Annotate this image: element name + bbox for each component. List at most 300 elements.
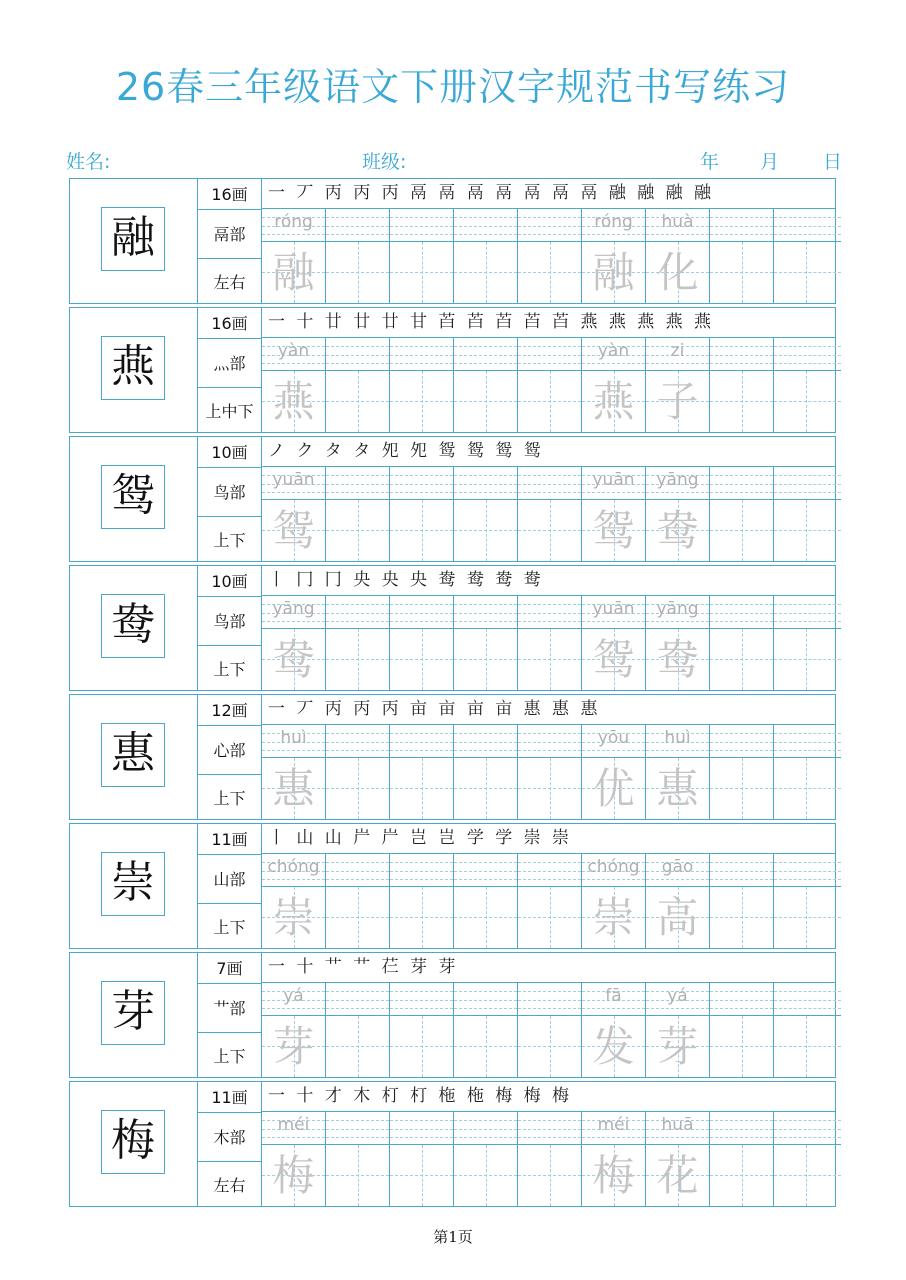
guide-line <box>774 879 841 880</box>
guide-line <box>326 862 389 863</box>
structure: 左右 <box>213 1176 246 1195</box>
guide-line <box>710 226 773 227</box>
tian-grid <box>646 500 709 561</box>
guide-line <box>582 879 645 880</box>
pinyin-lines <box>646 596 709 629</box>
writing-cell[interactable] <box>518 596 582 690</box>
tian-grid <box>454 629 517 690</box>
pinyin-lines <box>390 209 453 242</box>
trace-pinyin: yàn <box>277 341 310 361</box>
pinyin-lines <box>582 983 645 1016</box>
trace-character: 化 <box>656 248 699 297</box>
character-info-column <box>198 566 262 690</box>
main-character-column <box>70 824 198 948</box>
guide-line <box>710 879 773 880</box>
writing-cell[interactable] <box>262 596 326 690</box>
guide-line <box>774 917 841 918</box>
guide-line <box>518 1137 581 1138</box>
day-label: 日 <box>823 151 843 173</box>
writing-cell[interactable] <box>710 1112 774 1206</box>
guide-line <box>582 363 645 364</box>
guide-line <box>326 484 389 485</box>
guide-line <box>774 1046 841 1047</box>
guide-line <box>646 750 709 751</box>
writing-cell[interactable] <box>454 1112 518 1206</box>
pinyin-lines <box>774 596 841 629</box>
writing-cell[interactable] <box>390 209 454 303</box>
guide-line <box>262 492 325 493</box>
tian-grid <box>454 371 517 432</box>
writing-cell[interactable] <box>774 209 841 303</box>
character-info-column <box>198 824 262 948</box>
guide-line <box>390 234 453 235</box>
guide-line <box>710 991 773 992</box>
tian-grid <box>326 500 389 561</box>
guide-line <box>326 1000 389 1001</box>
writing-cell[interactable] <box>582 725 646 819</box>
tian-grid <box>390 1016 453 1077</box>
guide-line <box>262 1008 325 1009</box>
writing-cell[interactable] <box>774 854 841 948</box>
writing-cell[interactable] <box>454 983 518 1077</box>
divider <box>198 983 261 984</box>
trace-pinyin: chóng <box>267 857 320 877</box>
writing-cell[interactable] <box>774 467 841 561</box>
writing-cell[interactable] <box>646 983 710 1077</box>
pinyin-lines <box>326 983 389 1016</box>
writing-cell[interactable] <box>262 1112 326 1206</box>
guide-line <box>710 733 773 734</box>
writing-cell[interactable] <box>710 209 774 303</box>
guide-line <box>518 991 581 992</box>
guide-line <box>646 879 709 880</box>
structure: 上下 <box>213 1047 246 1066</box>
guide-line <box>710 1008 773 1009</box>
writing-grid <box>262 1112 835 1206</box>
writing-cell[interactable] <box>710 983 774 1077</box>
writing-cell[interactable] <box>646 725 710 819</box>
guide-line <box>774 530 841 531</box>
trace-character: 鸳 <box>592 635 635 684</box>
guide-line <box>774 226 841 227</box>
tian-grid <box>646 629 709 690</box>
pinyin-lines <box>454 1112 517 1145</box>
tian-grid <box>326 1145 389 1206</box>
structure: 上下 <box>213 531 246 550</box>
guide-line <box>486 1145 487 1206</box>
tian-grid <box>454 758 517 819</box>
trace-pinyin: róng <box>274 212 313 232</box>
tian-grid <box>390 371 453 432</box>
tian-grid <box>710 500 773 561</box>
tian-grid <box>326 887 389 948</box>
trace-pinyin: fā <box>605 986 622 1006</box>
main-character: 燕 <box>101 336 165 400</box>
tian-grid <box>454 887 517 948</box>
writing-cell[interactable] <box>710 854 774 948</box>
guide-line <box>326 991 389 992</box>
writing-cell[interactable] <box>326 725 390 819</box>
guide-line <box>518 226 581 227</box>
guide-line <box>326 492 389 493</box>
writing-cell[interactable] <box>774 1112 841 1206</box>
guide-line <box>326 234 389 235</box>
writing-cell[interactable] <box>262 854 326 948</box>
writing-cell[interactable] <box>582 854 646 948</box>
guide-line <box>326 871 389 872</box>
writing-cell[interactable] <box>326 1112 390 1206</box>
writing-cell[interactable] <box>262 983 326 1077</box>
pinyin-lines <box>390 854 453 887</box>
pinyin-lines <box>454 467 517 500</box>
guide-line <box>710 355 773 356</box>
writing-cell[interactable] <box>582 209 646 303</box>
guide-line <box>710 346 773 347</box>
guide-line <box>742 1145 743 1206</box>
guide-line <box>454 879 517 880</box>
guide-line <box>390 1000 453 1001</box>
writing-cell[interactable] <box>518 209 582 303</box>
guide-line <box>326 355 389 356</box>
writing-cell[interactable] <box>518 854 582 948</box>
main-character-column <box>70 179 198 303</box>
pinyin-lines <box>518 467 581 500</box>
main-character: 鸳 <box>101 465 165 529</box>
writing-cell[interactable] <box>390 1112 454 1206</box>
main-character: 融 <box>101 207 165 271</box>
divider <box>198 645 261 646</box>
guide-line <box>454 492 517 493</box>
writing-grid <box>262 338 835 432</box>
guide-line <box>774 604 841 605</box>
tian-grid <box>774 500 841 561</box>
guide-line <box>454 750 517 751</box>
guide-line <box>390 217 453 218</box>
guide-line <box>742 887 743 948</box>
guide-line <box>550 371 551 432</box>
trace-character: 鸳 <box>592 506 635 555</box>
writing-cell[interactable] <box>454 596 518 690</box>
guide-line <box>390 346 453 347</box>
pinyin-lines <box>582 209 645 242</box>
writing-cell[interactable] <box>774 983 841 1077</box>
pinyin-lines <box>454 209 517 242</box>
page-title: 26春三年级语文下册汉字规范书写练习 <box>115 65 791 109</box>
pinyin-lines <box>326 596 389 629</box>
guide-line <box>326 1137 389 1138</box>
guide-line <box>582 1008 645 1009</box>
writing-cell[interactable] <box>582 596 646 690</box>
radical: 灬部 <box>213 354 246 373</box>
pinyin-lines <box>710 467 773 500</box>
writing-cell[interactable] <box>582 467 646 561</box>
main-character: 芽 <box>101 981 165 1045</box>
tian-grid <box>646 1016 709 1077</box>
pinyin-lines <box>582 854 645 887</box>
pinyin-lines <box>454 338 517 371</box>
main-character: 崇 <box>101 852 165 916</box>
guide-line <box>390 621 453 622</box>
writing-cell[interactable] <box>582 338 646 432</box>
trace-character: 鸯 <box>656 506 699 555</box>
guide-line <box>422 1016 423 1077</box>
guide-line <box>390 1120 453 1121</box>
trace-character: 优 <box>592 764 635 813</box>
guide-line <box>390 1008 453 1009</box>
writing-cell[interactable] <box>646 596 710 690</box>
guide-line <box>262 750 325 751</box>
guide-line <box>550 758 551 819</box>
pinyin-lines <box>774 1112 841 1145</box>
trace-character: 梅 <box>592 1151 635 1200</box>
writing-cell[interactable] <box>518 467 582 561</box>
pinyin-lines <box>390 467 453 500</box>
writing-cell[interactable] <box>390 596 454 690</box>
trace-pinyin: huì <box>280 728 307 748</box>
stroke-sequence: 一 十 廿 廿 廿 甘 苩 苩 苩 苩 苩 燕 燕 燕 燕 燕 <box>268 312 715 332</box>
pinyin-lines <box>518 338 581 371</box>
writing-grid <box>262 596 835 690</box>
guide-line <box>646 363 709 364</box>
main-character-column <box>70 1082 198 1206</box>
trace-pinyin: róng <box>594 212 633 232</box>
stroke-sequence: 一 丆 丙 丙 丙 鬲 鬲 鬲 鬲 鬲 鬲 鬲 融 融 融 融 <box>268 183 715 203</box>
tian-grid <box>262 1145 325 1206</box>
writing-cell[interactable] <box>646 338 710 432</box>
tian-grid <box>582 1145 645 1206</box>
guide-line <box>390 484 453 485</box>
divider <box>198 596 261 597</box>
guide-line <box>774 475 841 476</box>
guide-line <box>390 604 453 605</box>
main-character-column <box>70 953 198 1077</box>
guide-line <box>454 1000 517 1001</box>
guide-line <box>390 862 453 863</box>
tian-grid <box>390 1145 453 1206</box>
divider <box>198 1032 261 1033</box>
trace-character: 花 <box>656 1151 699 1200</box>
writing-cell[interactable] <box>390 467 454 561</box>
guide-line <box>710 862 773 863</box>
divider <box>198 854 261 855</box>
guide-line <box>390 733 453 734</box>
writing-cell[interactable] <box>262 209 326 303</box>
tian-grid <box>262 371 325 432</box>
guide-line <box>326 613 389 614</box>
pinyin-lines <box>774 209 841 242</box>
trace-pinyin: yōu <box>597 728 630 748</box>
writing-cell[interactable] <box>710 467 774 561</box>
trace-pinyin: yá <box>667 986 688 1006</box>
guide-line <box>518 750 581 751</box>
writing-cell[interactable] <box>518 1112 582 1206</box>
guide-line <box>550 1016 551 1077</box>
guide-line <box>486 887 487 948</box>
stroke-count: 16画 <box>211 314 248 333</box>
trace-pinyin: yàn <box>597 341 630 361</box>
trace-pinyin: huà <box>661 212 694 232</box>
writing-cell[interactable] <box>646 209 710 303</box>
guide-line <box>422 242 423 303</box>
pinyin-lines <box>326 467 389 500</box>
tian-grid <box>262 1016 325 1077</box>
tian-grid <box>326 629 389 690</box>
trace-character: 鸯 <box>272 635 315 684</box>
writing-cell[interactable] <box>454 725 518 819</box>
writing-cell[interactable] <box>326 854 390 948</box>
guide-line <box>774 1137 841 1138</box>
structure: 左右 <box>213 273 246 292</box>
writing-cell[interactable] <box>454 854 518 948</box>
writing-cell[interactable] <box>710 338 774 432</box>
writing-cell[interactable] <box>454 209 518 303</box>
writing-cell[interactable] <box>390 338 454 432</box>
tian-grid <box>326 758 389 819</box>
guide-line <box>454 234 517 235</box>
guide-line <box>422 371 423 432</box>
pinyin-lines <box>518 983 581 1016</box>
guide-line <box>486 500 487 561</box>
tian-grid <box>710 629 773 690</box>
trace-pinyin: yuān <box>592 599 635 619</box>
guide-line <box>710 1120 773 1121</box>
writing-cell[interactable] <box>326 209 390 303</box>
trace-character: 发 <box>592 1022 635 1071</box>
main-character: 惠 <box>101 723 165 787</box>
writing-cell[interactable] <box>774 596 841 690</box>
writing-cell[interactable] <box>646 854 710 948</box>
guide-line <box>518 234 581 235</box>
tian-grid <box>646 371 709 432</box>
pinyin-lines <box>774 983 841 1016</box>
guide-line <box>774 621 841 622</box>
trace-pinyin: méi <box>277 1115 310 1135</box>
guide-line <box>710 742 773 743</box>
pinyin-lines <box>454 596 517 629</box>
guide-line <box>390 355 453 356</box>
guide-line <box>390 871 453 872</box>
writing-cell[interactable] <box>262 725 326 819</box>
tian-grid <box>710 1145 773 1206</box>
guide-line <box>518 733 581 734</box>
guide-line <box>806 1145 807 1206</box>
writing-cell[interactable] <box>390 854 454 948</box>
writing-cell[interactable] <box>390 983 454 1077</box>
tian-grid <box>518 242 581 303</box>
tian-grid <box>454 1016 517 1077</box>
stroke-order-row <box>262 437 835 467</box>
pinyin-lines <box>774 338 841 371</box>
stroke-order-row <box>262 953 835 983</box>
tian-grid <box>262 629 325 690</box>
stroke-count: 11画 <box>211 830 248 849</box>
radical: 鬲部 <box>213 225 246 244</box>
pinyin-lines <box>326 209 389 242</box>
writing-cell[interactable] <box>262 467 326 561</box>
stroke-order-row <box>262 179 835 209</box>
writing-cell[interactable] <box>710 596 774 690</box>
writing-cell[interactable] <box>774 725 841 819</box>
stroke-order-row <box>262 308 835 338</box>
pinyin-lines <box>774 854 841 887</box>
writing-cell[interactable] <box>582 1112 646 1206</box>
stroke-sequence: ノ ク タ タ 夗 夗 鸳 鸳 鸳 鸳 <box>268 441 544 461</box>
radical: 心部 <box>213 741 246 760</box>
guide-line <box>486 242 487 303</box>
writing-cell[interactable] <box>326 596 390 690</box>
name-label: 姓名: <box>66 151 111 173</box>
writing-cell[interactable] <box>454 467 518 561</box>
writing-cell[interactable] <box>326 338 390 432</box>
tian-grid <box>518 1016 581 1077</box>
writing-cell[interactable] <box>326 467 390 561</box>
tian-grid <box>518 500 581 561</box>
writing-cell[interactable] <box>582 983 646 1077</box>
trace-character: 惠 <box>272 764 315 813</box>
character-block <box>69 178 836 304</box>
character-info-column <box>198 953 262 1077</box>
trace-character: 鸯 <box>656 635 699 684</box>
writing-cell[interactable] <box>390 725 454 819</box>
pinyin-lines <box>454 725 517 758</box>
pinyin-lines <box>390 725 453 758</box>
trace-pinyin: yāng <box>656 599 699 619</box>
guide-line <box>518 604 581 605</box>
writing-cell[interactable] <box>774 338 841 432</box>
pinyin-lines <box>518 725 581 758</box>
tian-grid <box>262 500 325 561</box>
writing-cell[interactable] <box>518 983 582 1077</box>
writing-cell[interactable] <box>646 1112 710 1206</box>
writing-cell[interactable] <box>326 983 390 1077</box>
tian-grid <box>710 242 773 303</box>
guide-line <box>454 733 517 734</box>
writing-cell[interactable] <box>454 338 518 432</box>
pinyin-lines <box>774 725 841 758</box>
tian-grid <box>774 629 841 690</box>
tian-grid <box>454 1145 517 1206</box>
trace-pinyin: yuān <box>272 470 315 490</box>
guide-line <box>262 621 325 622</box>
guide-line <box>582 492 645 493</box>
guide-line <box>390 879 453 880</box>
character-info-column <box>198 437 262 561</box>
structure: 上中下 <box>205 402 254 421</box>
divider <box>198 387 261 388</box>
trace-character: 融 <box>592 248 635 297</box>
writing-cell[interactable] <box>518 725 582 819</box>
pinyin-lines <box>390 1112 453 1145</box>
writing-cell[interactable] <box>262 338 326 432</box>
guide-line <box>774 862 841 863</box>
tian-grid <box>582 1016 645 1077</box>
guide-line <box>646 621 709 622</box>
guide-line <box>518 613 581 614</box>
writing-cell[interactable] <box>518 338 582 432</box>
character-block <box>69 565 836 691</box>
month-label: 月 <box>760 151 780 173</box>
guide-line <box>742 758 743 819</box>
pinyin-lines <box>390 338 453 371</box>
writing-cell[interactable] <box>710 725 774 819</box>
tian-grid <box>262 758 325 819</box>
guide-line <box>390 1137 453 1138</box>
main-character: 梅 <box>101 1110 165 1174</box>
writing-cell[interactable] <box>646 467 710 561</box>
radical: 鸟部 <box>213 612 246 631</box>
pinyin-lines <box>710 1112 773 1145</box>
guide-line <box>422 887 423 948</box>
